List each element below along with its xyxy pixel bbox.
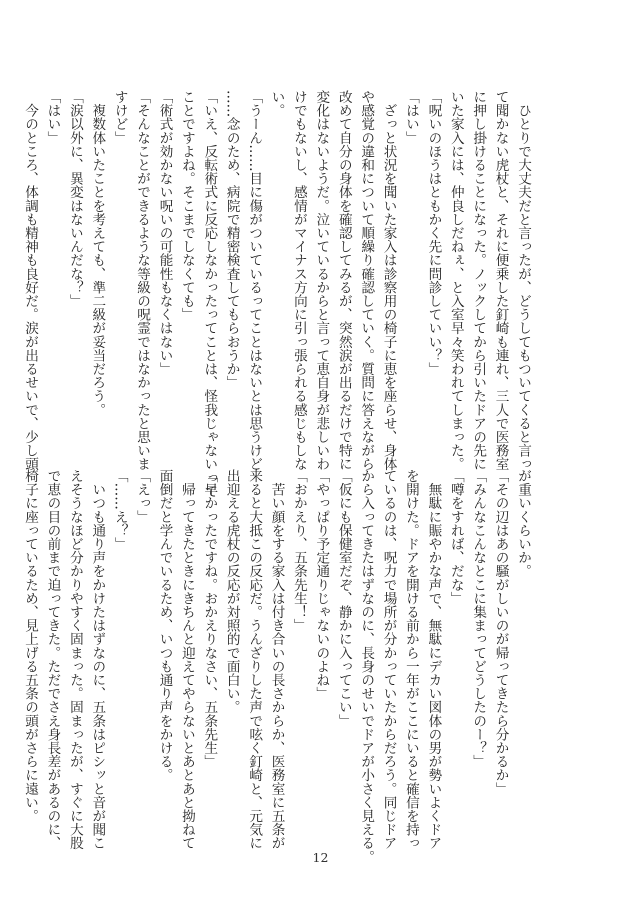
text-line: 「……え？」 (111, 469, 128, 551)
text-line: すけど」 (111, 90, 128, 145)
page-number: 12 (312, 850, 329, 865)
text-line: ざっと状況を聞いた家入は診察用の椅子に恵を座らせ、身体 (380, 90, 397, 471)
text-line: 「涙以外に、異変はないんだな？」 (66, 90, 83, 308)
text-line: 「その辺はあの騒がしいのが帰ってきたら分かるか」 (492, 469, 509, 796)
text-line: 椅子に座っているため、見上げる五条の頭がさらに遠い。 (22, 469, 39, 823)
text-line: 複数体いたことを考えても、準二級が妥当だろう。 (89, 90, 106, 417)
text-line: 「えっ」 (134, 469, 151, 524)
text-line: を開けた。ドアを開ける前から一年がここにいると確信を持っ (402, 469, 419, 850)
text-line: 「呪いのほうはともかく先に問診していい？」 (425, 90, 442, 376)
text-line: 変化はないようだ。泣いているからと言って恵自身が悲しいわ (313, 90, 330, 471)
text-line: 無駄に賑やかな声で、無駄にデカい図体の男が勢いよくドア (425, 469, 442, 850)
text-line: 「やっぱり予定通りじゃないのよね」 (313, 469, 330, 701)
text-line: て聞かない虎杖と、それに便乗した釘崎も連れ、三人で医務室 (492, 90, 509, 471)
text-line: 「はい」 (44, 90, 61, 145)
text-line: 改めて自分の身体を確認してみるが、突然涙が出るだけで特に (335, 90, 352, 471)
text-line: えそうなほど分かりやすく固まった。固まったが、すぐに大股 (66, 469, 83, 850)
text-line: ているのは、呪力で場所が分かっていたからだろう。同じドア (380, 469, 397, 850)
text-line: けでもないし、感情がマイナス方向に引っ張られる感じもしな (290, 90, 307, 471)
text-line: 「そんなことができるような等級の呪霊ではなかったと思いま (134, 90, 151, 471)
text-line: 「みんなこんなとこに集まってどうしたのー？」 (470, 469, 487, 769)
text-line: 「仮にも保健室だぞ、静かに入ってこい」 (335, 469, 352, 728)
text-line: いつも通り声をかけたはずなのに、五条はピシッと音が聞こ (89, 469, 106, 850)
text-line: 面倒だと学んでいるため、いつも通り声をかける。 (156, 469, 173, 782)
text-line: が重いくらいか。 (515, 469, 531, 578)
text-line: に押し掛けることになった。ノックしてから引いたドアの先に (470, 90, 487, 471)
text-line: 「おかえり、五条先生！」 (290, 469, 307, 633)
text-line: で恵の目の前まで迫ってきた。ただでさえ身長差があるのに、 (44, 469, 61, 850)
text-line: ……念のため、病院で精密検査してもらおうか」 (223, 90, 240, 390)
text-line: 来ると大抵この反応だ。うんざりした声で呟く釘崎と、元気に (246, 469, 263, 850)
text-line: い。 (268, 90, 285, 118)
text-line: ひとりで大丈夫だと言ったが、どうしてもついてくると言っ (515, 90, 531, 471)
text-line: ことですよね。そこまでしなくても」 (178, 90, 195, 322)
text-line: から入ってきたはずなのに、長身のせいでドアが小さく見える。 (358, 469, 375, 864)
text-line: 「術式が効かない呪いの可能性もなくはない」 (156, 90, 173, 376)
text-line: 帰ってきたときにきちんと迎えてやらないとあとあと拗ねて (178, 469, 195, 850)
text-line: 「噂をすれば、だな」 (447, 469, 464, 605)
text-line: 「いえ、反転術式に反応しなかったってことは、怪我じゃないって (201, 90, 218, 498)
text-line: いた家入には、仲良しだねぇ、と入室早々笑われてしまった。 (447, 90, 464, 471)
text-line: 出迎える虎杖の反応が対照的で面白い。 (223, 469, 240, 714)
text-line: 「早かったですね。おかえりなさい、五条先生」 (201, 469, 218, 769)
text-line: や感覚の違和について順繰り確認していく。質問に答えながら (358, 90, 375, 471)
text-line: 苦い顔をする家入は付き合いの長さからか、医務室に五条が (268, 469, 285, 850)
text-line: 今のところ、体調も精神も良好だ。涙が出るせいで、少し頭 (22, 90, 39, 471)
text-line: 「はい」 (402, 90, 419, 145)
text-line: 「うーん……目に傷がついているってことはないとは思うけど (246, 90, 263, 471)
